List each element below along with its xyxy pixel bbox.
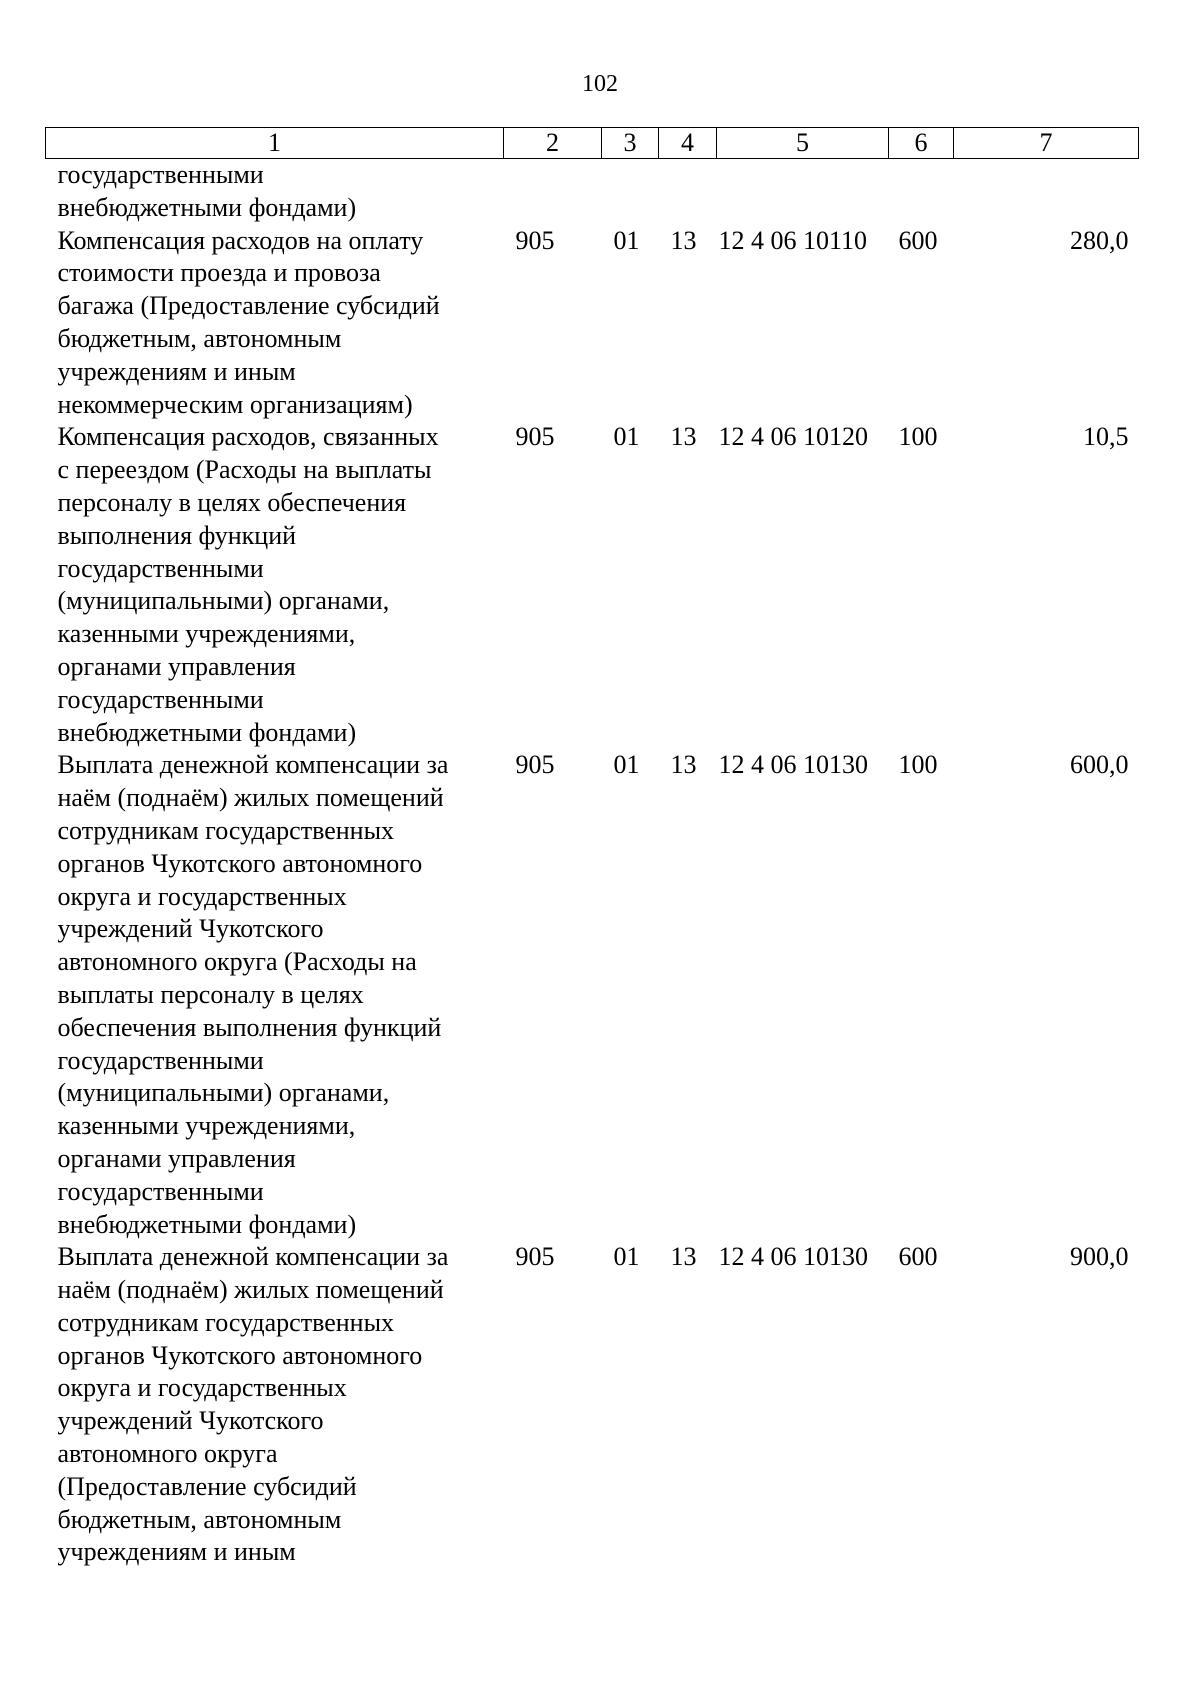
row-description: [46, 225, 504, 422]
description-line: Выплата денежной компенсации за: [57, 750, 449, 780]
column-header-3: 3: [602, 128, 659, 159]
description-line: государственными: [57, 1176, 264, 1206]
row-description: [46, 421, 504, 749]
continuation-row: [46, 159, 1139, 225]
cell-expense-type: 600: [898, 1242, 938, 1272]
description-line: Компенсация расходов, связанных: [57, 422, 439, 452]
description-line: учреждениям и иным: [57, 1537, 296, 1567]
description-line: багажа (Предоставление субсидий: [57, 291, 440, 321]
table-body: [46, 159, 1139, 1570]
cell-target-article: 12 4 06 10120: [718, 422, 868, 452]
column-header-7: 7: [954, 128, 1139, 159]
description-line: сотрудникам государственных: [57, 815, 395, 845]
cell-amount: 600,0: [1070, 750, 1129, 780]
cell-expense-type: 100: [898, 750, 938, 780]
table-row: [46, 1241, 1139, 1569]
cell-section: 01: [613, 422, 640, 452]
cell-target-article: 12 4 06 10130: [718, 750, 868, 780]
description-line: органов Чукотского автономного: [57, 1340, 423, 1370]
description-line: обеспечения выполнения функций: [57, 1012, 442, 1042]
description-line: органов Чукотского автономного: [57, 848, 423, 878]
description-line: органами управления: [57, 1143, 296, 1173]
description-line: бюджетным, автономным: [57, 323, 342, 353]
column-header-5: 5: [717, 128, 889, 159]
description-line: автономного округа (Расходы на: [57, 947, 417, 977]
description-line: Выплата денежной компенсации за: [57, 1242, 449, 1272]
cell-subsection: 13: [670, 225, 697, 255]
cell-target-article: 12 4 06 10110: [718, 225, 868, 255]
description-line: внебюджетными фондами): [57, 192, 357, 222]
description-line: государственными: [57, 553, 264, 583]
cell-expense-type: 600: [898, 225, 938, 255]
description-line: сотрудникам государственных: [57, 1307, 395, 1337]
description-line: округа и государственных: [57, 1373, 347, 1403]
description-line: наём (поднаём) жилых помещений: [57, 783, 444, 813]
cell-target-article: 12 4 06 10130: [718, 1242, 868, 1272]
description-line: (муниципальными) органами,: [57, 1078, 390, 1108]
table-row: [46, 421, 1139, 749]
cell-admin-code: 905: [515, 225, 555, 255]
table-row: [46, 225, 1139, 422]
cell-subsection: 13: [670, 422, 697, 452]
description-line: с переездом (Расходы на выплаты: [57, 455, 432, 485]
description-line: выплаты персоналу в целях: [57, 979, 364, 1009]
cell-section: 01: [613, 225, 640, 255]
budget-table: [45, 127, 1139, 1569]
cell-admin-code: 905: [515, 750, 555, 780]
cell-expense-type: 100: [898, 422, 938, 452]
continuation-description: [46, 159, 504, 225]
description-line: государственными: [57, 1045, 264, 1075]
cell-admin-code: 905: [515, 1242, 555, 1272]
row-description: [46, 1241, 504, 1569]
description-line: учреждений Чукотского: [57, 1406, 324, 1436]
cell-amount: 900,0: [1070, 1242, 1129, 1272]
page-number: 102: [582, 71, 618, 97]
description-line: некоммерческим организациям): [57, 389, 413, 419]
description-line: казенными учреждениями,: [57, 1111, 356, 1141]
cell-admin-code: 905: [515, 422, 555, 452]
cell-subsection: 13: [670, 750, 697, 780]
cell-amount: 280,0: [1070, 225, 1129, 255]
description-line: органами управления: [57, 651, 296, 681]
cell-section: 01: [613, 750, 640, 780]
description-line: (муниципальными) органами,: [57, 586, 390, 616]
description-line: (Предоставление субсидий: [57, 1471, 357, 1501]
column-header-6: 6: [889, 128, 954, 159]
column-header-1: 1: [46, 128, 504, 159]
description-line: наём (поднаём) жилых помещений: [57, 1275, 444, 1305]
description-line: учреждений Чукотского: [57, 914, 324, 944]
description-line: казенными учреждениями,: [57, 619, 356, 649]
description-line: Компенсация расходов на оплату: [57, 225, 424, 255]
description-line: учреждениям и иным: [57, 356, 296, 386]
description-line: внебюджетными фондами): [57, 1209, 357, 1239]
description-line: внебюджетными фондами): [57, 717, 357, 747]
description-line: бюджетным, автономным: [57, 1504, 342, 1534]
description-line: автономного округа: [57, 1439, 278, 1469]
row-description: [46, 749, 504, 1241]
description-line: государственными: [57, 160, 264, 189]
description-line: округа и государственных: [57, 881, 347, 911]
description-line: выполнения функций: [57, 520, 297, 550]
column-header-4: 4: [659, 128, 717, 159]
column-header-2: 2: [504, 128, 602, 159]
table-row: [46, 749, 1139, 1241]
description-line: государственными: [57, 684, 264, 714]
description-line: персоналу в целях обеспечения: [57, 487, 407, 517]
cell-subsection: 13: [670, 1242, 697, 1272]
cell-amount: 10,5: [1083, 422, 1129, 452]
description-line: стоимости проезда и провоза: [57, 258, 381, 288]
cell-section: 01: [613, 1242, 640, 1272]
column-number-header-row: [46, 128, 1139, 159]
